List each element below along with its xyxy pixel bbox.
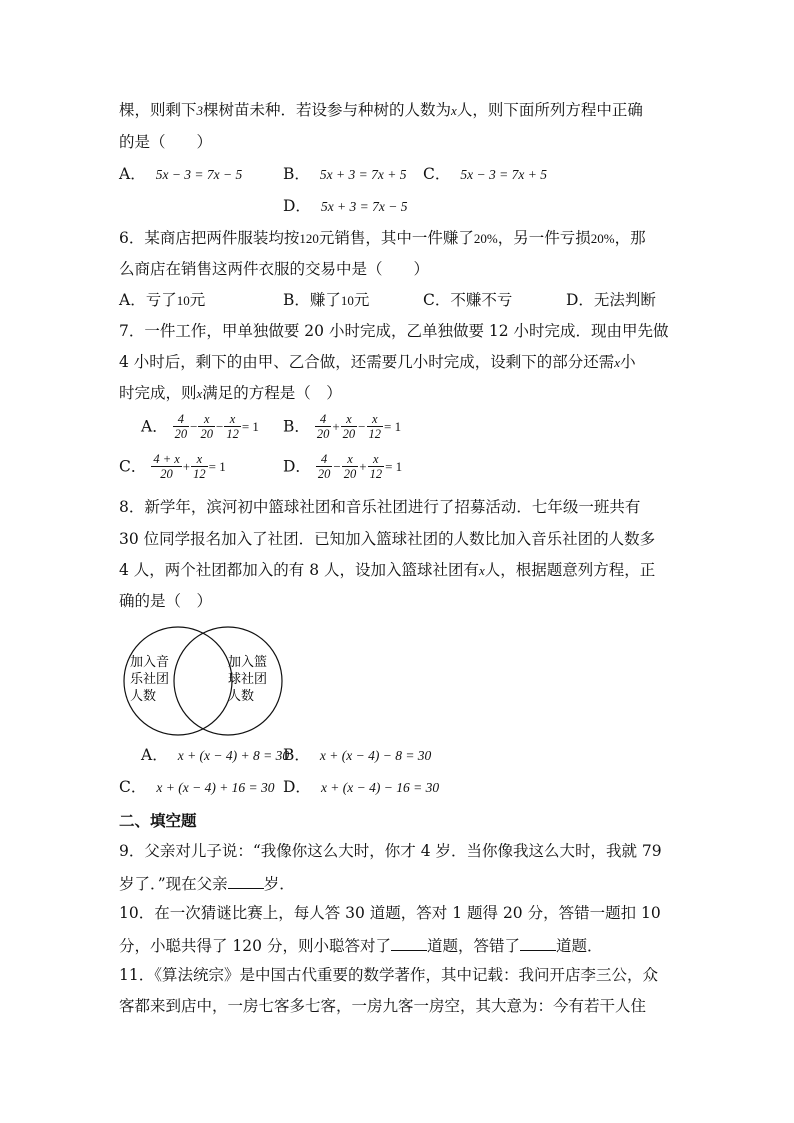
q10-line1: 10．在一次猜谜比赛上，每人答 30 道题，答对 1 题得 20 分，答错一题扣 10 xyxy=(119,904,661,922)
section-heading: 二、填空题 xyxy=(119,811,197,830)
fraction: $\frac{4}{20}$ xyxy=(317,452,331,481)
answer-blank[interactable] xyxy=(228,872,264,889)
q6-line1: 6．某商店把两件服装均按120元销售，其中一件赚了20%，另一件亏损20%，那 xyxy=(119,229,646,247)
fraction: $\frac{4}{20}$ xyxy=(316,412,330,441)
venn-label-music-1: 加入音 xyxy=(130,655,170,670)
q8-line4: 确的是（ ） xyxy=(119,592,213,610)
q5-option-c: C． 5x − 3 = 7x + 5 xyxy=(423,165,547,183)
q8-option-c: C． x + (x − 4) + 16 = 30 xyxy=(119,778,275,796)
q6-option-d: D．无法判断 xyxy=(566,291,656,309)
q5-line1: 棵，则剩下3棵树苗未种．若设参与种树的人数为x人，则下面所列方程中正确 xyxy=(119,101,643,119)
venn-label-basketball-1: 加入篮 xyxy=(228,655,268,670)
q11-line1: 11．《算法统宗》是中国古代重要的数学著作，其中记载：我问开店李三公，众 xyxy=(119,966,658,984)
venn-label-music-3: 人数 xyxy=(130,689,157,704)
q6-option-a: A．亏了10元 xyxy=(119,291,206,309)
q8-option-a: A． x + (x − 4) + 8 = 30 xyxy=(141,746,290,764)
q6-line2: 么商店在销售这两件衣服的交易中是（ ） xyxy=(119,260,430,278)
q5-option-d: D． 5x + 3 = 7x − 5 xyxy=(283,197,408,215)
fraction: $\frac{4 + x}{20}$ xyxy=(153,452,180,481)
answer-blank[interactable] xyxy=(520,934,556,951)
q7-line3: 时完成，则x满足的方程是（ ） xyxy=(119,384,342,402)
q9-line1: 9．父亲对儿子说：“我像你这么大时，你才 4 岁．当你像我这么大时，我就 79 xyxy=(119,842,662,860)
q8-option-b: B． x + (x − 4) − 8 = 30 xyxy=(283,746,432,764)
fraction: $\frac{x}{20}$ xyxy=(342,412,356,441)
q5-line2: 的是（ ） xyxy=(119,133,213,151)
fraction: $\frac{x}{12}$ xyxy=(369,452,383,481)
q7-option-a: A． $\frac{4}{20}$ − $\frac{x}{20}$ − $\frac{x}{12}$ = 1 xyxy=(141,412,259,441)
q6-option-b: B．赚了10元 xyxy=(283,291,370,309)
venn-label-basketball-2: 球社团 xyxy=(228,672,268,687)
venn-label-music-2: 乐社团 xyxy=(130,672,170,687)
fraction: $\frac{x}{12}$ xyxy=(368,412,382,441)
fraction: $\frac{x}{20}$ xyxy=(343,452,357,481)
q8-line3: 4 人，两个社团都加入的有 8 人，设加入篮球社团有x人，根据题意列方程，正 xyxy=(119,561,656,579)
q7-line1: 7．一件工作，甲单独做要 20 小时完成，乙单独做要 12 小时完成．现由甲先做 xyxy=(119,322,669,340)
q5-option-a: A． 5x − 3 = 7x − 5 xyxy=(119,165,243,183)
q9-line2: 岁了．”现在父亲 岁． xyxy=(119,872,295,894)
venn-label-basketball-3: 人数 xyxy=(228,689,255,704)
q7-option-d: D． $\frac{4}{20}$ − $\frac{x}{20}$ + $\frac{x}{12}$ = 1 xyxy=(283,452,403,481)
answer-blank[interactable] xyxy=(391,934,427,951)
venn-diagram xyxy=(118,626,288,738)
q10-line2: 分，小聪共得了 120 分，则小聪答对了 道题，答错了 道题． xyxy=(119,934,602,956)
q8-option-d: D． x + (x − 4) − 16 = 30 xyxy=(283,778,440,796)
q5-option-b: B． 5x + 3 = 7x + 5 xyxy=(283,165,407,183)
q7-option-c: C． $\frac{4 + x}{20}$ + $\frac{x}{12}$ = 1 xyxy=(119,452,226,481)
q6-option-c: C．不赚不亏 xyxy=(423,291,513,309)
q7-line2: 4 小时后，剩下的由甲、乙合做，还需要几小时完成，设剩下的部分还需x小 xyxy=(119,353,636,371)
q11-line2: 客都来到店中，一房七客多七客，一房九客一房空，其大意为：今有若干人住 xyxy=(119,997,647,1015)
fraction: $\frac{x}{12}$ xyxy=(193,452,206,481)
fraction: $\frac{4}{20}$ xyxy=(174,412,188,441)
q7-option-b: B． $\frac{4}{20}$ + $\frac{x}{20}$ − $\frac{x}{12}$ = 1 xyxy=(283,412,402,441)
q8-line2: 30 位同学报名加入了社团．已知加入篮球社团的人数比加入音乐社团的人数多 xyxy=(119,530,656,548)
q8-line1: 8．新学年，滨河初中篮球社团和音乐社团进行了招募活动．七年级一班共有 xyxy=(119,498,641,516)
fraction: $\frac{x}{20}$ xyxy=(200,412,213,441)
fraction: $\frac{x}{12}$ xyxy=(226,412,239,441)
